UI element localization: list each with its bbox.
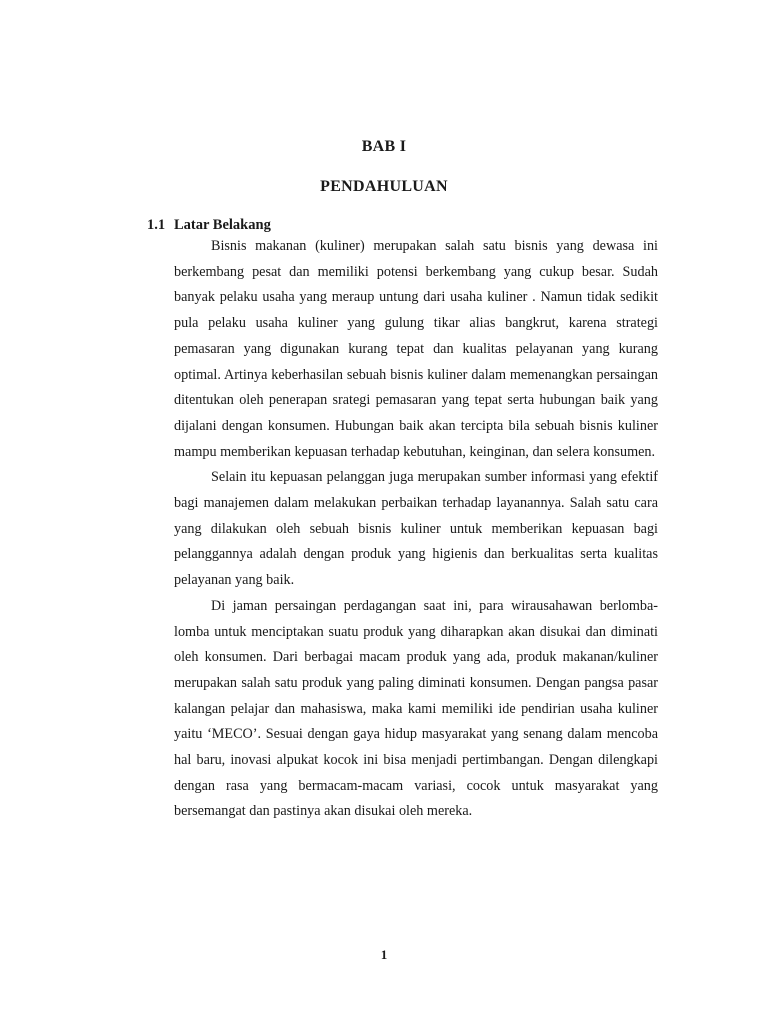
body-text [174, 234, 658, 825]
chapter-number: BAB I [361, 138, 407, 155]
page-number: 1 [380, 947, 388, 962]
section-heading [147, 217, 271, 234]
paragraph: Selain itu kepuasan pelanggan juga merupakan sumber informasi yang efektif bagi manajemen dalam melakukan perbaikan terhadap layanannya. Salah satu cara yang dilakukan oleh sebuah bisnis kuliner untuk memberikan kepuasan bagi pelanggannya adalah dengan produk yang higienis dan berkualitas serta kualitas pelayanan yang baik. [174, 469, 658, 589]
paragraph: Di jaman persaingan perdagangan saat ini, para wirausahawan berlomba-lomba untuk menciptakan suatu produk yang diharapkan akan disukai dan diminati oleh konsumen. Dari berbagai macam produk yang ada, produk makanan/kuliner merupakan salah satu produk yang paling diminati konsumen. Dengan pangsa pasar kalangan pelajar dan mahasiswa, maka kami memiliki ide pendirian usaha kuliner yaitu ‘MECO’. Sesuai dengan gaya hidup masyarakat yang senang dalam mencoba hal baru, inovasi alpukat kocok ini bisa menjadi pertimbangan. Dengan dilengkapi dengan rasa yang bermacam-macam variasi, cocok untuk masyarakat yang bersemangat dan pastinya akan disukai oleh mereka. [174, 597, 658, 820]
chapter-title: PENDAHULUAN [320, 178, 448, 195]
paragraph: Bisnis makanan (kuliner) merupakan salah satu bisnis yang dewasa ini berkembang pesat dan memiliki potensi berkembang yang cukup besar. Sudah banyak pelaku usaha yang meraup untung dari usaha kuliner . Namun tidak sedikit pula pelaku usaha kuliner yang gulung tikar alias bangkrut, karena strategi pemasaran yang digunakan kurang tepat dan kualitas pelayanan yang kurang optimal. Artinya keberhasilan sebuah bisnis kuliner dalam memenangkan persaingan ditentukan oleh penerapan srategi pemasaran yang tepat serta hubungan baik yang dijalani dengan konsumen. Hubungan baik akan tercipta bila sebuah bisnis kuliner mampu memberikan kepuasan terhadap kebutuhan, keinginan, dan selera konsumen. [174, 238, 658, 460]
section-title: Latar Belakang [174, 217, 271, 233]
section-number: 1.1 [147, 217, 166, 233]
